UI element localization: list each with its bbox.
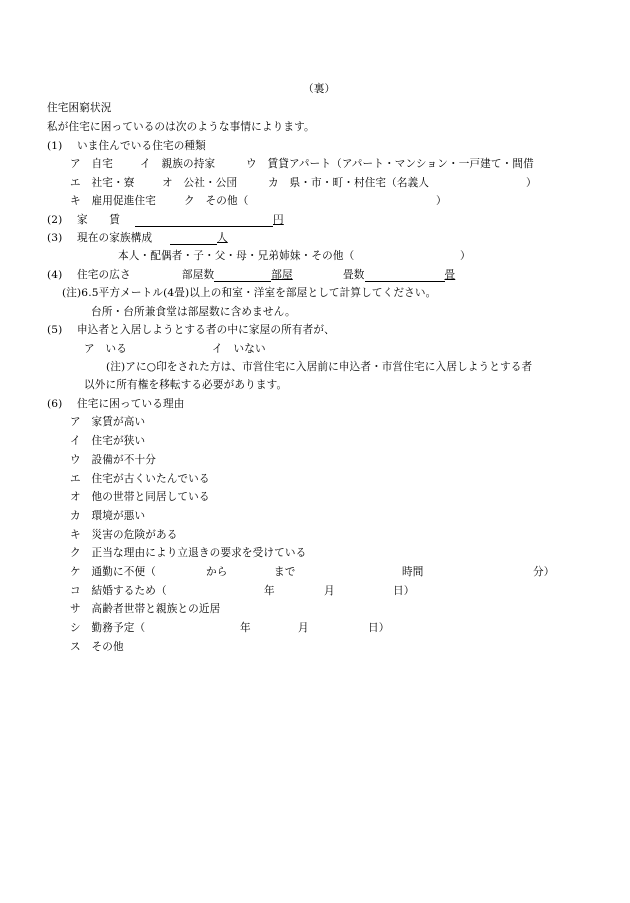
q3-label: 現在の家族構成 (77, 232, 153, 244)
q3-family-members: 本人・配偶者・子・父・母・兄弟姉妹・その他（ (118, 250, 355, 262)
page-side-label: （裏） (303, 83, 336, 95)
q4-label: 住宅の広さ (77, 269, 131, 281)
marriage-day-label: 日） (393, 585, 415, 597)
reason-list-item[interactable]: ク 正当な理由により立退きの要求を受けている (70, 547, 307, 559)
commute-from-label: から (206, 566, 228, 578)
q1-option-ka-close: ） (526, 177, 537, 189)
reason-list-item[interactable]: ウ 設備が不十分 (70, 454, 156, 466)
tatami-unit: 畳 (444, 269, 456, 281)
q5-note-1: (注)アに○印をされた方は、市営住宅に入居前に申込者・市営住宅に入居しようとする者 (106, 361, 533, 373)
reason-list-item[interactable]: ア 家賃が高い (70, 416, 146, 428)
reason-other[interactable]: ス その他 (70, 641, 124, 653)
q1-option-e: エ 社宅・寮 (70, 177, 135, 189)
work-day-label: 日） (368, 622, 390, 634)
q1-option-u: ウ 賃貸アパート（アパート・マンション・一戸建て・間借 (246, 158, 534, 170)
q6-number: (6) (47, 398, 63, 410)
q2-number: (2) (47, 214, 63, 226)
q5-option-no[interactable]: イ いない (212, 343, 266, 355)
q5-label: 申込者と入居しようとする者の中に家屋の所有者が、 (77, 324, 335, 336)
q6-label: 住宅に困っている理由 (77, 398, 185, 410)
q1-option-ka: カ 県・市・町・村住宅（名義人 (268, 177, 430, 189)
work-month-label: 月 (298, 622, 309, 634)
reason-list-item[interactable]: カ 環境が悪い (70, 510, 146, 522)
marriage-year-label: 年 (264, 585, 275, 597)
tatami-label: 畳数 (343, 269, 365, 281)
reason-list-item[interactable]: イ 住宅が狭い (70, 435, 146, 447)
rent-unit: 円 (273, 214, 284, 226)
commute-hours-label: 時間 (402, 566, 424, 578)
reason-work-plan[interactable]: シ 勤務予定（ (70, 622, 146, 634)
rooms-field[interactable] (182, 268, 293, 282)
tatami-field[interactable] (343, 268, 455, 282)
q2-label: 家 賃 (77, 214, 120, 226)
q5-note-2: 以外に所有権を移転する必要があります。 (84, 379, 288, 391)
q4-note-2: 台所・台所兼食堂は部屋数に含めません。 (91, 306, 296, 318)
q1-option-o: オ 公社・公団 (162, 177, 238, 189)
intro-text: 私が住宅に困っているのは次のような事情によります。 (47, 121, 315, 133)
q4-note-1: (注)6.5平方メートル(4畳)以上の和室・洋室を部屋として計算してください。 (62, 287, 437, 299)
reason-list-item[interactable]: キ 災害の危険がある (70, 529, 178, 541)
family-count-unit: 人 (217, 232, 228, 244)
rooms-unit: 部屋 (271, 269, 293, 281)
q1-number: (1) (47, 140, 63, 152)
q1-option-i: イ 親族の持家 (140, 158, 216, 170)
reason-elderly-family[interactable]: サ 高齢者世帯と親族との近居 (70, 603, 221, 615)
marriage-month-label: 月 (324, 585, 335, 597)
q1-option-a: ア 自宅 (70, 158, 113, 170)
section-title: 住宅困窮状況 (47, 102, 112, 114)
q1-title: いま住んでいる住宅の種類 (77, 140, 206, 152)
q5-number: (5) (47, 324, 63, 336)
q1-option-ku: ク その他（ (184, 195, 249, 207)
q1-option-ku-close: ） (436, 195, 447, 207)
reason-commute[interactable]: ケ 通勤に不便（ (70, 566, 156, 578)
q5-option-yes[interactable]: ア いる (84, 343, 127, 355)
q3-family-members-close: ） (460, 250, 471, 262)
reason-marriage[interactable]: コ 結婚するため（ (70, 585, 167, 597)
q4-number: (4) (47, 269, 63, 281)
rent-field[interactable] (135, 213, 284, 227)
work-year-label: 年 (240, 622, 251, 634)
reason-list-item[interactable]: エ 住宅が古くいたんでいる (70, 473, 210, 485)
commute-to-label: まで (274, 566, 296, 578)
family-count-field[interactable] (170, 231, 228, 245)
commute-minutes-label: 分） (533, 566, 555, 578)
q1-option-ki: キ 雇用促進住宅 (70, 195, 156, 207)
rooms-label: 部屋数 (182, 269, 215, 281)
q3-number: (3) (47, 232, 63, 244)
reason-list-item[interactable]: オ 他の世帯と同居している (70, 491, 210, 503)
